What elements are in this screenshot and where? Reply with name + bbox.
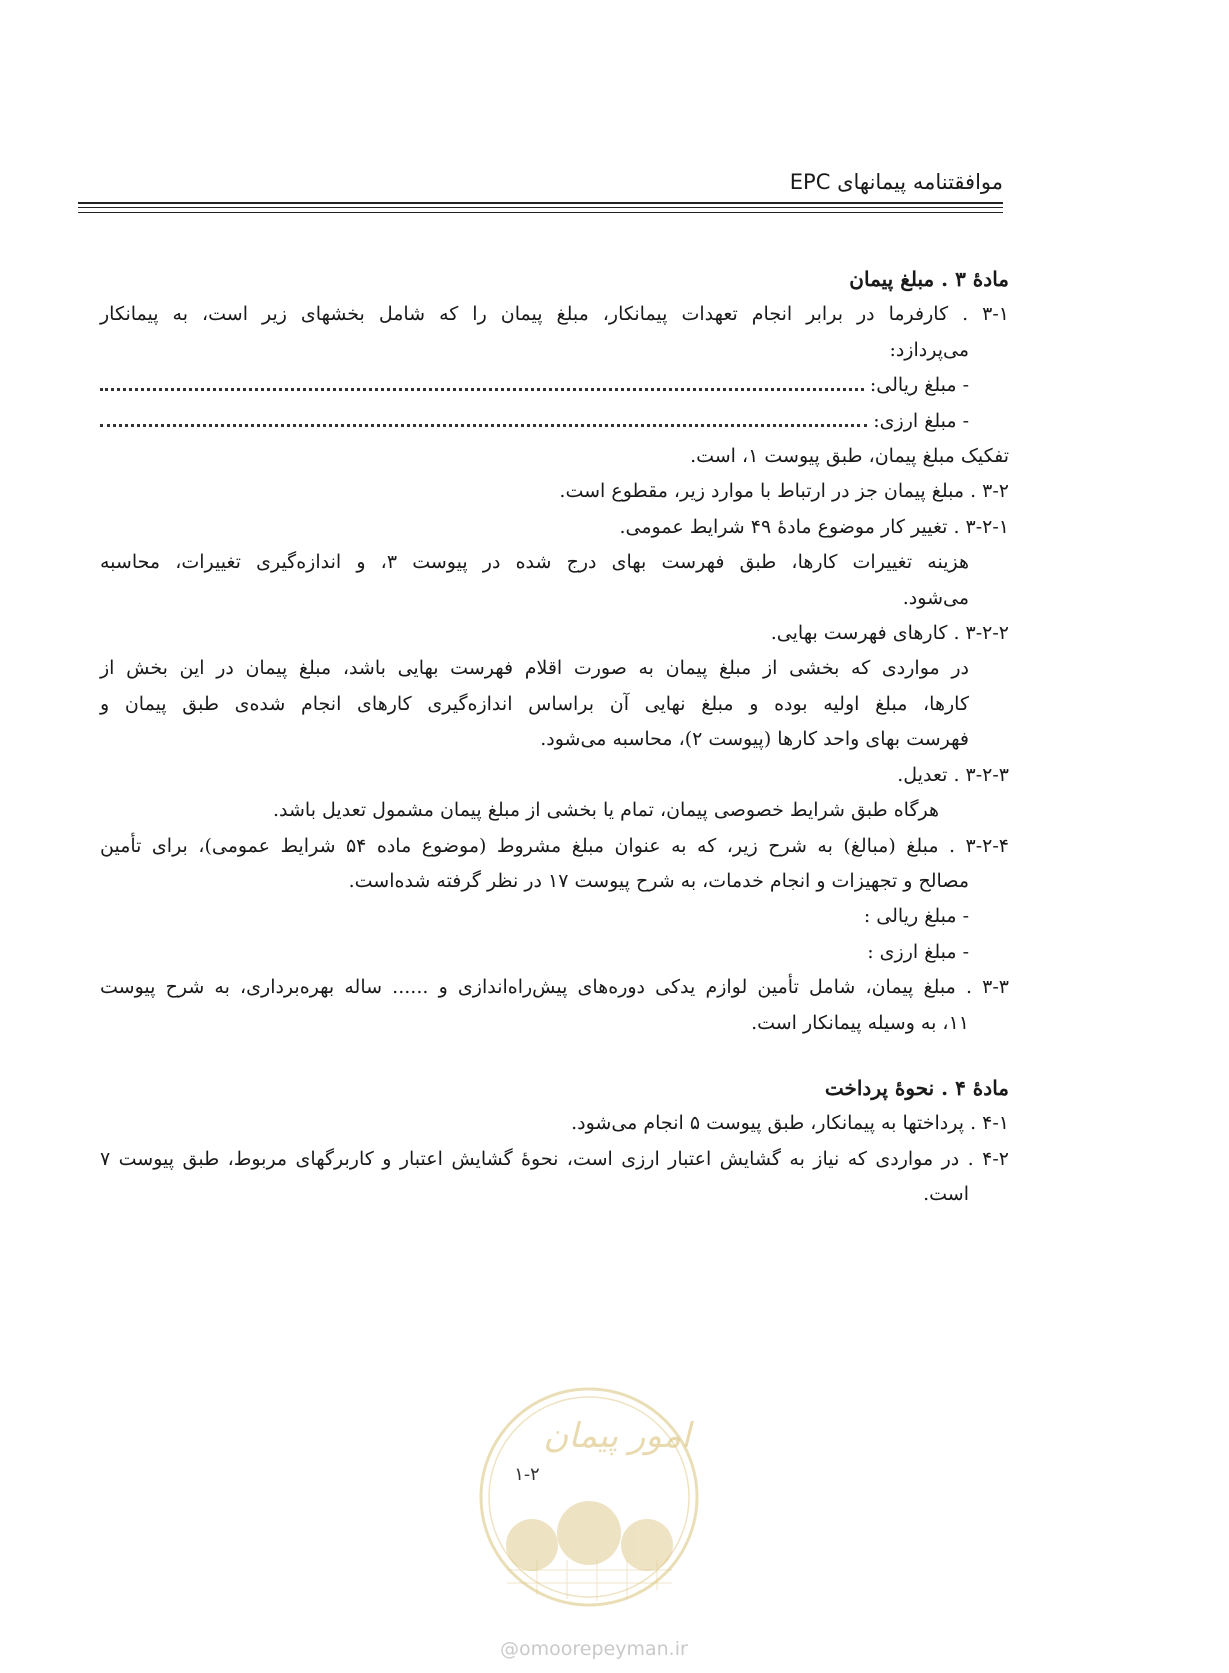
clause-3-2: ۳-۲ . مبلغ پیمان جز در ارتباط با موارد زیر، مقطوع است. (559, 480, 1009, 503)
clause-3-1: ۳-۱ . کارفرما در برابر انجام تعهدات پیمانکار، مبلغ پیمان را که شامل بخشهای زیر است، به پیمانکار (100, 303, 1009, 326)
clause-3-2-2-body-end: فهرست بهای واحد کارها (پیوست ۲)، محاسبه می‌شود. (540, 728, 969, 751)
rial-amount-label: - مبلغ ریالی: (869, 374, 969, 397)
article-4-heading: مادهٔ ۴ . نحوهٔ پرداخت (824, 1075, 1009, 1100)
clause-3-2-2-body-cont: کارها، مبلغ اولیه بوده و مبلغ نهایی آن براساس اندازه‌گیری کارهای انجام شده‌ی طبق پیمان و (100, 692, 970, 715)
article-3-heading: مادهٔ ۳ . مبلغ پیمان (849, 267, 1009, 291)
rial-amount-line (100, 368, 1009, 403)
clause-3-1-cont: می‌پردازد: (889, 338, 969, 361)
body-text (100, 262, 1009, 1213)
clause-3-2-3-body: هرگاه طبق شرایط خصوصی پیمان، تمام یا بخشی از مبلغ پیمان مشمول تعدیل باشد. (272, 799, 939, 822)
clause-3-3-cont: ۱۱، به وسیله پیمانکار است. (751, 1011, 969, 1034)
header-rule-thin (78, 212, 1003, 213)
clause-4-2-cont: است. (923, 1183, 969, 1206)
watermark-seal (477, 1385, 702, 1610)
clause-3-2-1-body: هزینه تغییرات کارها، طبق فهرست بهای درج شده در پیوست ۳، و اندازه‌گیری تغییرات، محاسبه (100, 551, 969, 574)
running-header: موافقتنامه پیمانهای EPC (789, 170, 1003, 194)
header-rule-thick (78, 202, 1003, 204)
clause-3-2-1-title: ۳-۲-۱ . تغییر کار موضوع مادهٔ ۴۹ شرایط عمومی. (619, 515, 1009, 538)
clause-3-2-3-title: ۳-۲-۳ . تعدیل. (897, 763, 1009, 786)
clause-3-2-2-body: در مواردی که بخشی از مبلغ پیمان به صورت اقلام فهرست بهایی باشد، مبلغ پیمان در این بخش از (100, 657, 969, 680)
currency-amount-line (100, 404, 1009, 439)
clause-3-2-2-title: ۳-۲-۲ . کارهای فهرست بهایی. (770, 622, 1009, 645)
clause-3-2-4-cont: مصالح و تجهیزات و انجام خدمات، به شرح پیوست ۱۷ در نظر گرفته شده‌است. (348, 869, 969, 892)
currency-amount-label: - مبلغ ارزی: (873, 409, 969, 432)
clause-3-3: ۳-۳ . مبلغ پیمان، شامل تأمین لوازم یدکی دوره‌های پیش‌راه‌اندازی و ...... ساله بهره‌برداری، به شرح پیوست (100, 976, 1009, 999)
conditional-rial-label: - مبلغ ریالی : (863, 905, 969, 928)
dotted-fill (100, 388, 864, 391)
page-number: ۱-۲ (514, 1464, 540, 1485)
footer-url: @omoorepeyman.ir (500, 1638, 688, 1660)
gear-icon (506, 1501, 673, 1571)
header-rule-thin (78, 207, 1003, 208)
section-spacer (100, 1041, 1009, 1071)
dotted-fill (100, 424, 867, 427)
breakdown-note: تفکیک مبلغ پیمان، طبق پیوست ۱، است. (690, 445, 1009, 468)
clause-4-1: ۴-۱ . پرداختها به پیمانکار، طبق پیوست ۵ انجام می‌شود. (571, 1112, 1009, 1135)
clause-4-2: ۴-۲ . در مواردی که نیاز به گشایش اعتبار ارزی است، نحوهٔ گشایش اعتبار و کاربرگهای مربوط، طبق پیوست ۷ (100, 1147, 1009, 1170)
conditional-currency-label: - مبلغ ارزی : (867, 940, 969, 963)
seal-text: امور پیمان (543, 1416, 691, 1456)
clause-3-2-1-body-cont: می‌شود. (902, 586, 969, 609)
clause-3-2-4: ۳-۲-۴ . مبلغ (مبالغ) به شرح زیر، که به عنوان مبلغ مشروط (موضوع ماده ۵۴ شرایط عمومی)، برای تأمین (100, 834, 1010, 857)
